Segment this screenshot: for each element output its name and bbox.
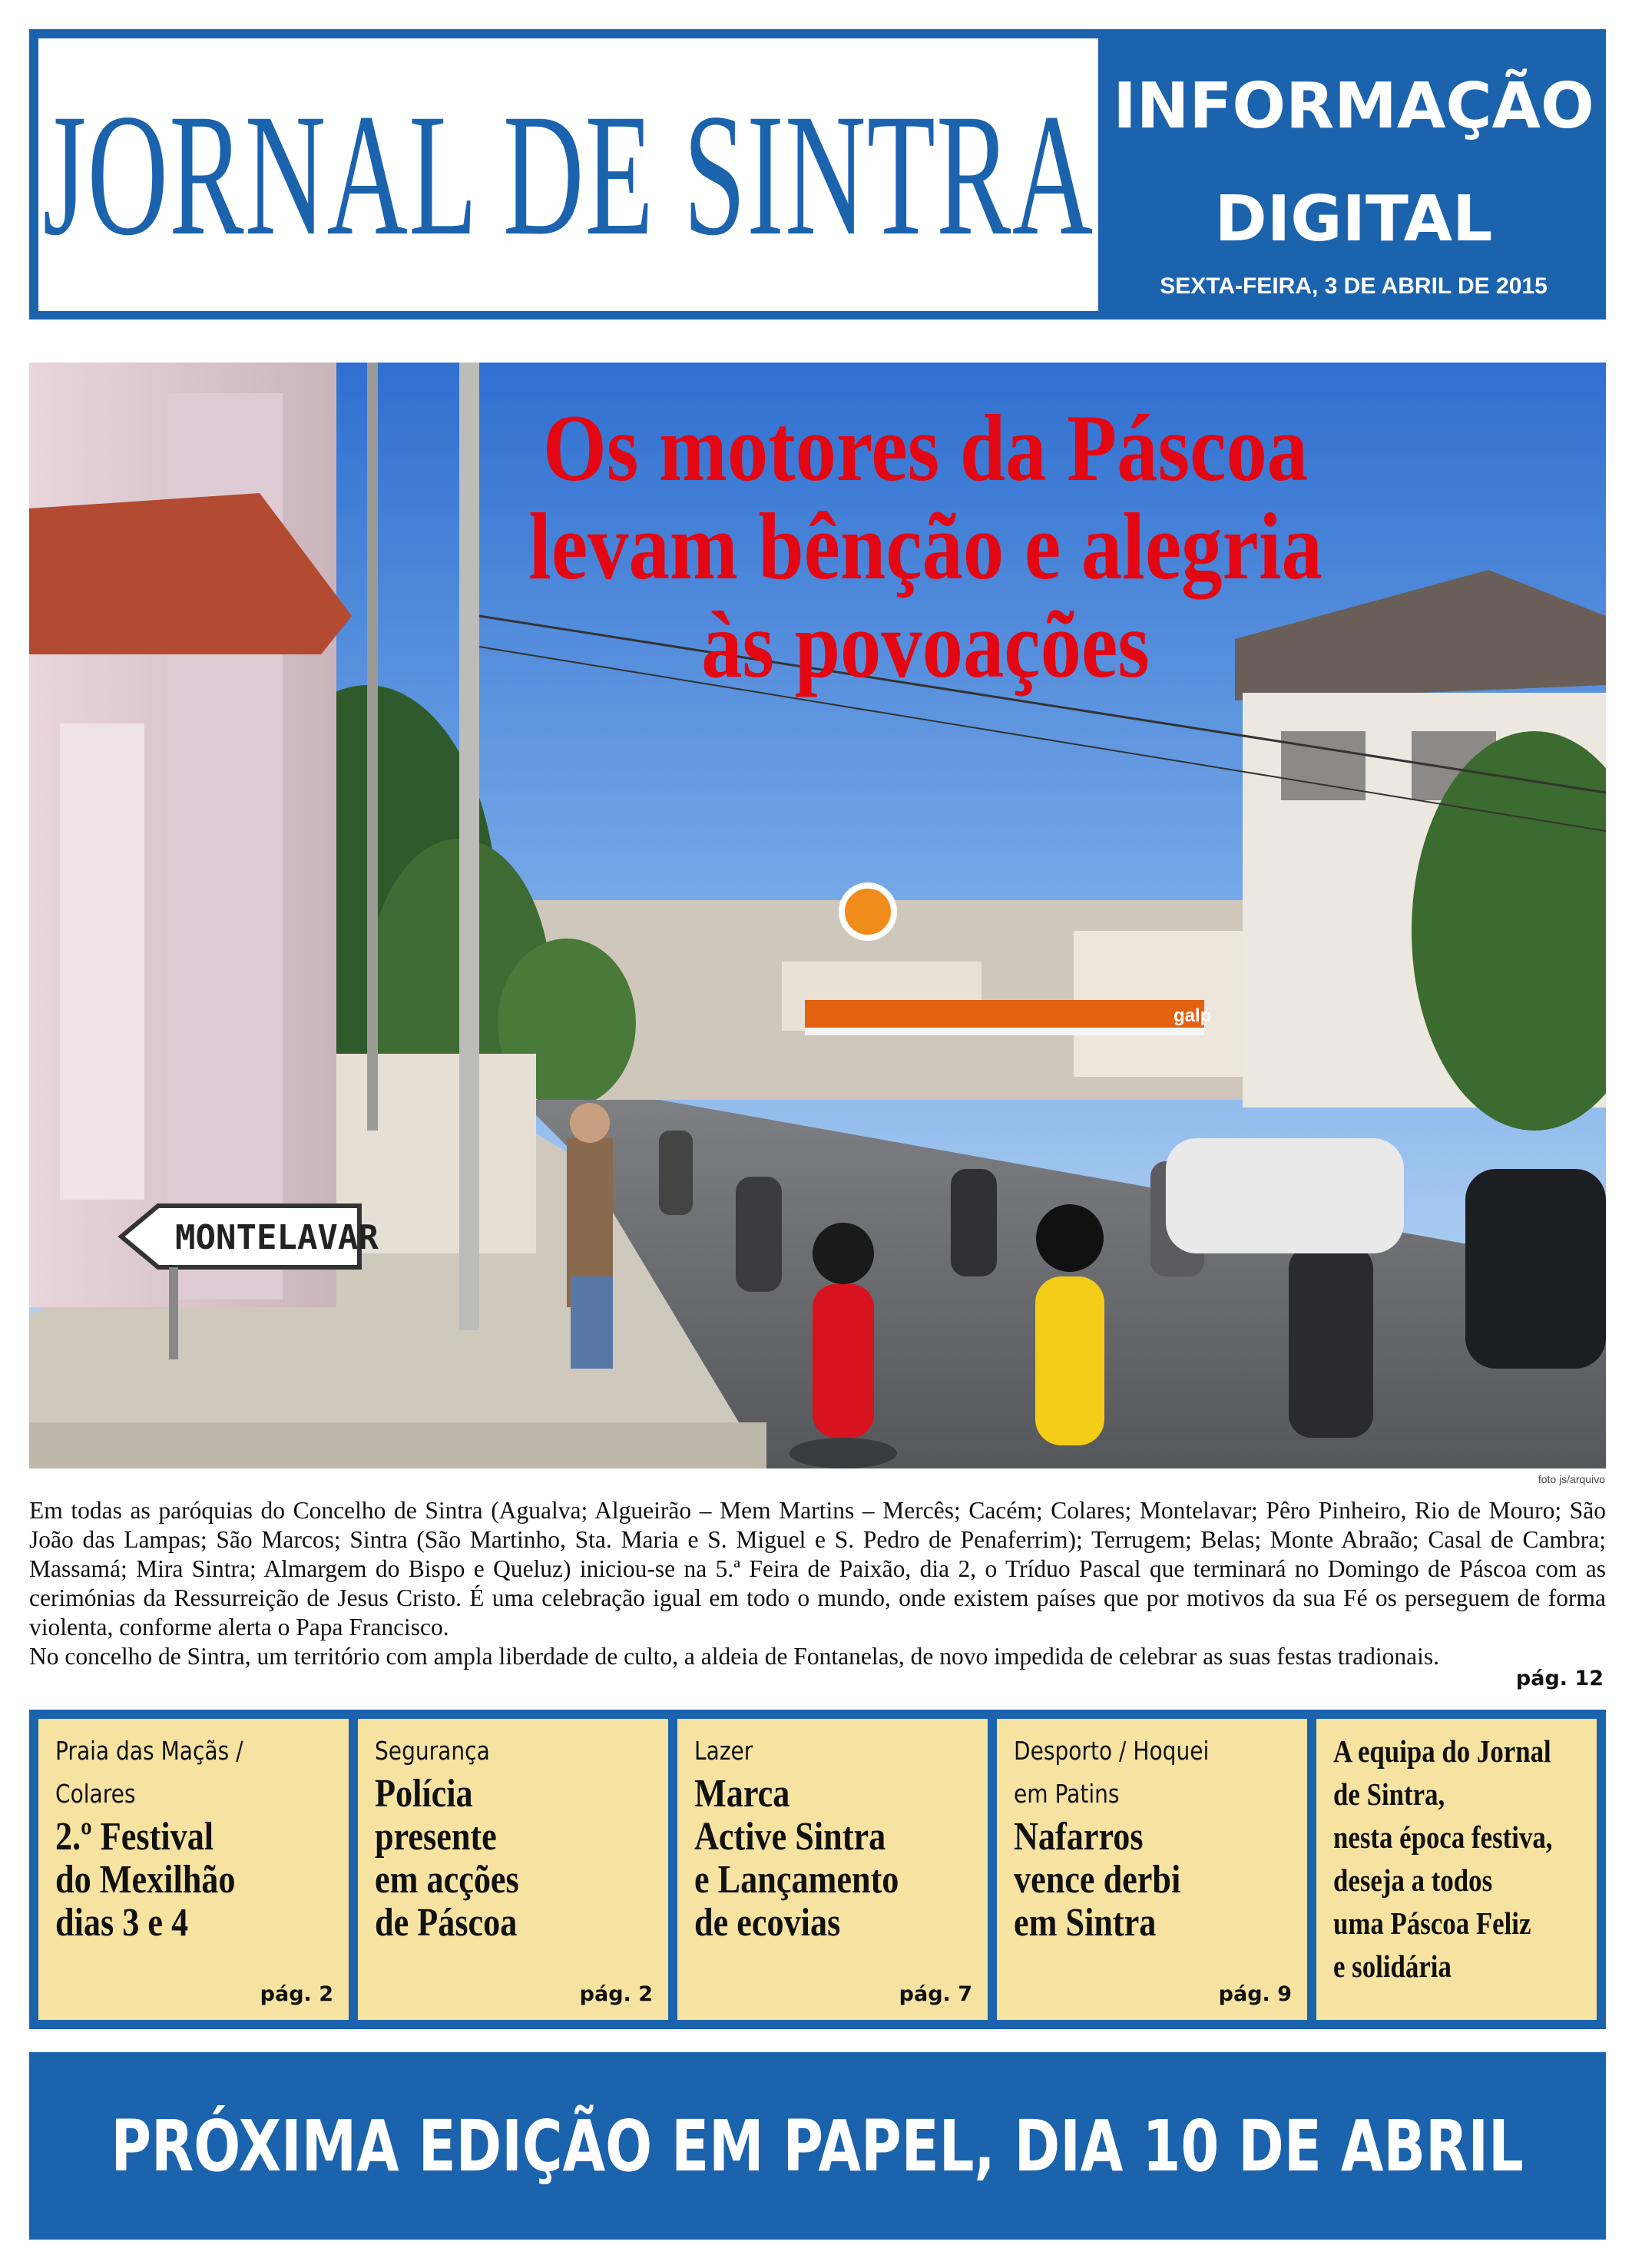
newspaper-title: JORNAL DE SINTRA: [42, 78, 1094, 272]
teaser-headline: Polícia: [375, 1772, 473, 1816]
teaser-headline: Active Sintra: [694, 1815, 886, 1859]
greeting-line: e solidária: [1333, 1948, 1452, 1984]
next-edition-notice: [29, 2052, 1606, 2240]
teaser-headline: em Sintra: [1014, 1901, 1157, 1945]
teaser-headline: dias 3 e 4: [55, 1901, 189, 1945]
cover-headline: [292, 396, 1559, 697]
teaser-section: Segurança: [375, 1736, 490, 1766]
teaser-headline: de ecovias: [694, 1901, 841, 1945]
galp-sign: galp: [1174, 1005, 1212, 1026]
teaser-page-reference: pág. 9: [1218, 1982, 1292, 2006]
teaser-page-reference: pág. 2: [260, 1982, 333, 2006]
lead-page-reference: pág. 12: [1515, 1667, 1604, 1690]
headline-line: Os motores da Páscoa: [542, 396, 1309, 501]
lead-text: [29, 1496, 1606, 1671]
teaser-headline: presente: [375, 1815, 497, 1859]
teaser-box-lazer[interactable]: [677, 1719, 988, 2020]
road-sign: MONTELAVAR: [175, 1218, 379, 1257]
teaser-box-desporto[interactable]: [997, 1719, 1307, 2020]
greeting-line: uma Páscoa Feliz: [1333, 1905, 1531, 1941]
teaser-headline: 2.º Festival: [55, 1815, 214, 1859]
teaser-section: Praia das Maçãs /: [55, 1736, 243, 1766]
teaser-box-praia[interactable]: [38, 1719, 349, 2020]
greeting-line: deseja a todos: [1333, 1862, 1493, 1898]
teaser-headline: do Mexilhão: [55, 1858, 236, 1902]
teaser-section: Desporto / Hoquei: [1014, 1736, 1210, 1766]
teaser-section: Lazer: [694, 1736, 753, 1766]
teaser-headline: Marca: [694, 1772, 790, 1816]
next-edition-text: PRÓXIMA EDIÇÃO EM PAPEL, DIA 10 DE ABRIL: [111, 2104, 1524, 2187]
teaser-section: Colares: [55, 1779, 136, 1809]
greeting-line: nesta época festiva,: [1333, 1819, 1553, 1855]
greeting-line: de Sintra,: [1333, 1776, 1445, 1812]
lead-paragraph: No concelho de Sintra, um território com ampla liberdade de culto, a aldeia de Fontanelas, de novo impedida de celebrar as suas festas tradionais.: [29, 1643, 1439, 1670]
greeting-line: A equipa do Jornal: [1333, 1733, 1551, 1769]
edition-tag-line-2: DIGITAL: [1214, 183, 1493, 256]
lead-paragraph: Em todas as paróquias do Concelho de Sintra (Agualva; Algueirão – Mem Martins – Mercês; Cacém; Colares; Montelavar; Pêro Pinheiro, Rio de Mouro; São João das Lampas; São Marcos; Sintra (São Martinho, Sta. Maria e S. Miguel e S. Pedro de Penaferrim); Terrugem; Belas; Monte Abraão; Casal de Cambra; Massamá; Mira Sintra; Almargem do Bispo e Queluz) iniciou-se na 5.ª Feira de Paixão, dia 2, o Tríduo Pascal que terminará no Domingo de Páscoa com as cerimónias da Ressurreição de Jesus Cristo. É uma celebração igual em todo o mundo, onde existem países que por motivos da sua Fé os perseguem de forma violenta, conforme alerta o Papa Francisco.: [29, 1497, 1606, 1641]
teaser-headline: Nafarros: [1014, 1815, 1144, 1859]
teaser-page-reference: pág. 2: [579, 1982, 653, 2006]
teaser-box-seguranca[interactable]: [358, 1719, 668, 2020]
teaser-page-reference: pág. 7: [899, 1982, 972, 2006]
edition-tag-line-1: INFORMAÇÃO: [1113, 70, 1594, 143]
teaser-headline: em acções: [375, 1858, 519, 1902]
teaser-headline: vence derbi: [1014, 1858, 1181, 1902]
edition-date: SEXTA-FEIRA, 3 DE ABRIL DE 2015: [1160, 273, 1548, 299]
teaser-headline: de Páscoa: [375, 1901, 518, 1945]
greeting-box: [1316, 1719, 1597, 2020]
teaser-section: em Patins: [1014, 1779, 1120, 1809]
headline-line: às povoações: [701, 592, 1150, 697]
photo-credit: foto js/arquivo: [1538, 1473, 1605, 1485]
headline-line: levam bênção e alegria: [528, 494, 1322, 599]
teaser-headline: e Lançamento: [694, 1858, 899, 1902]
